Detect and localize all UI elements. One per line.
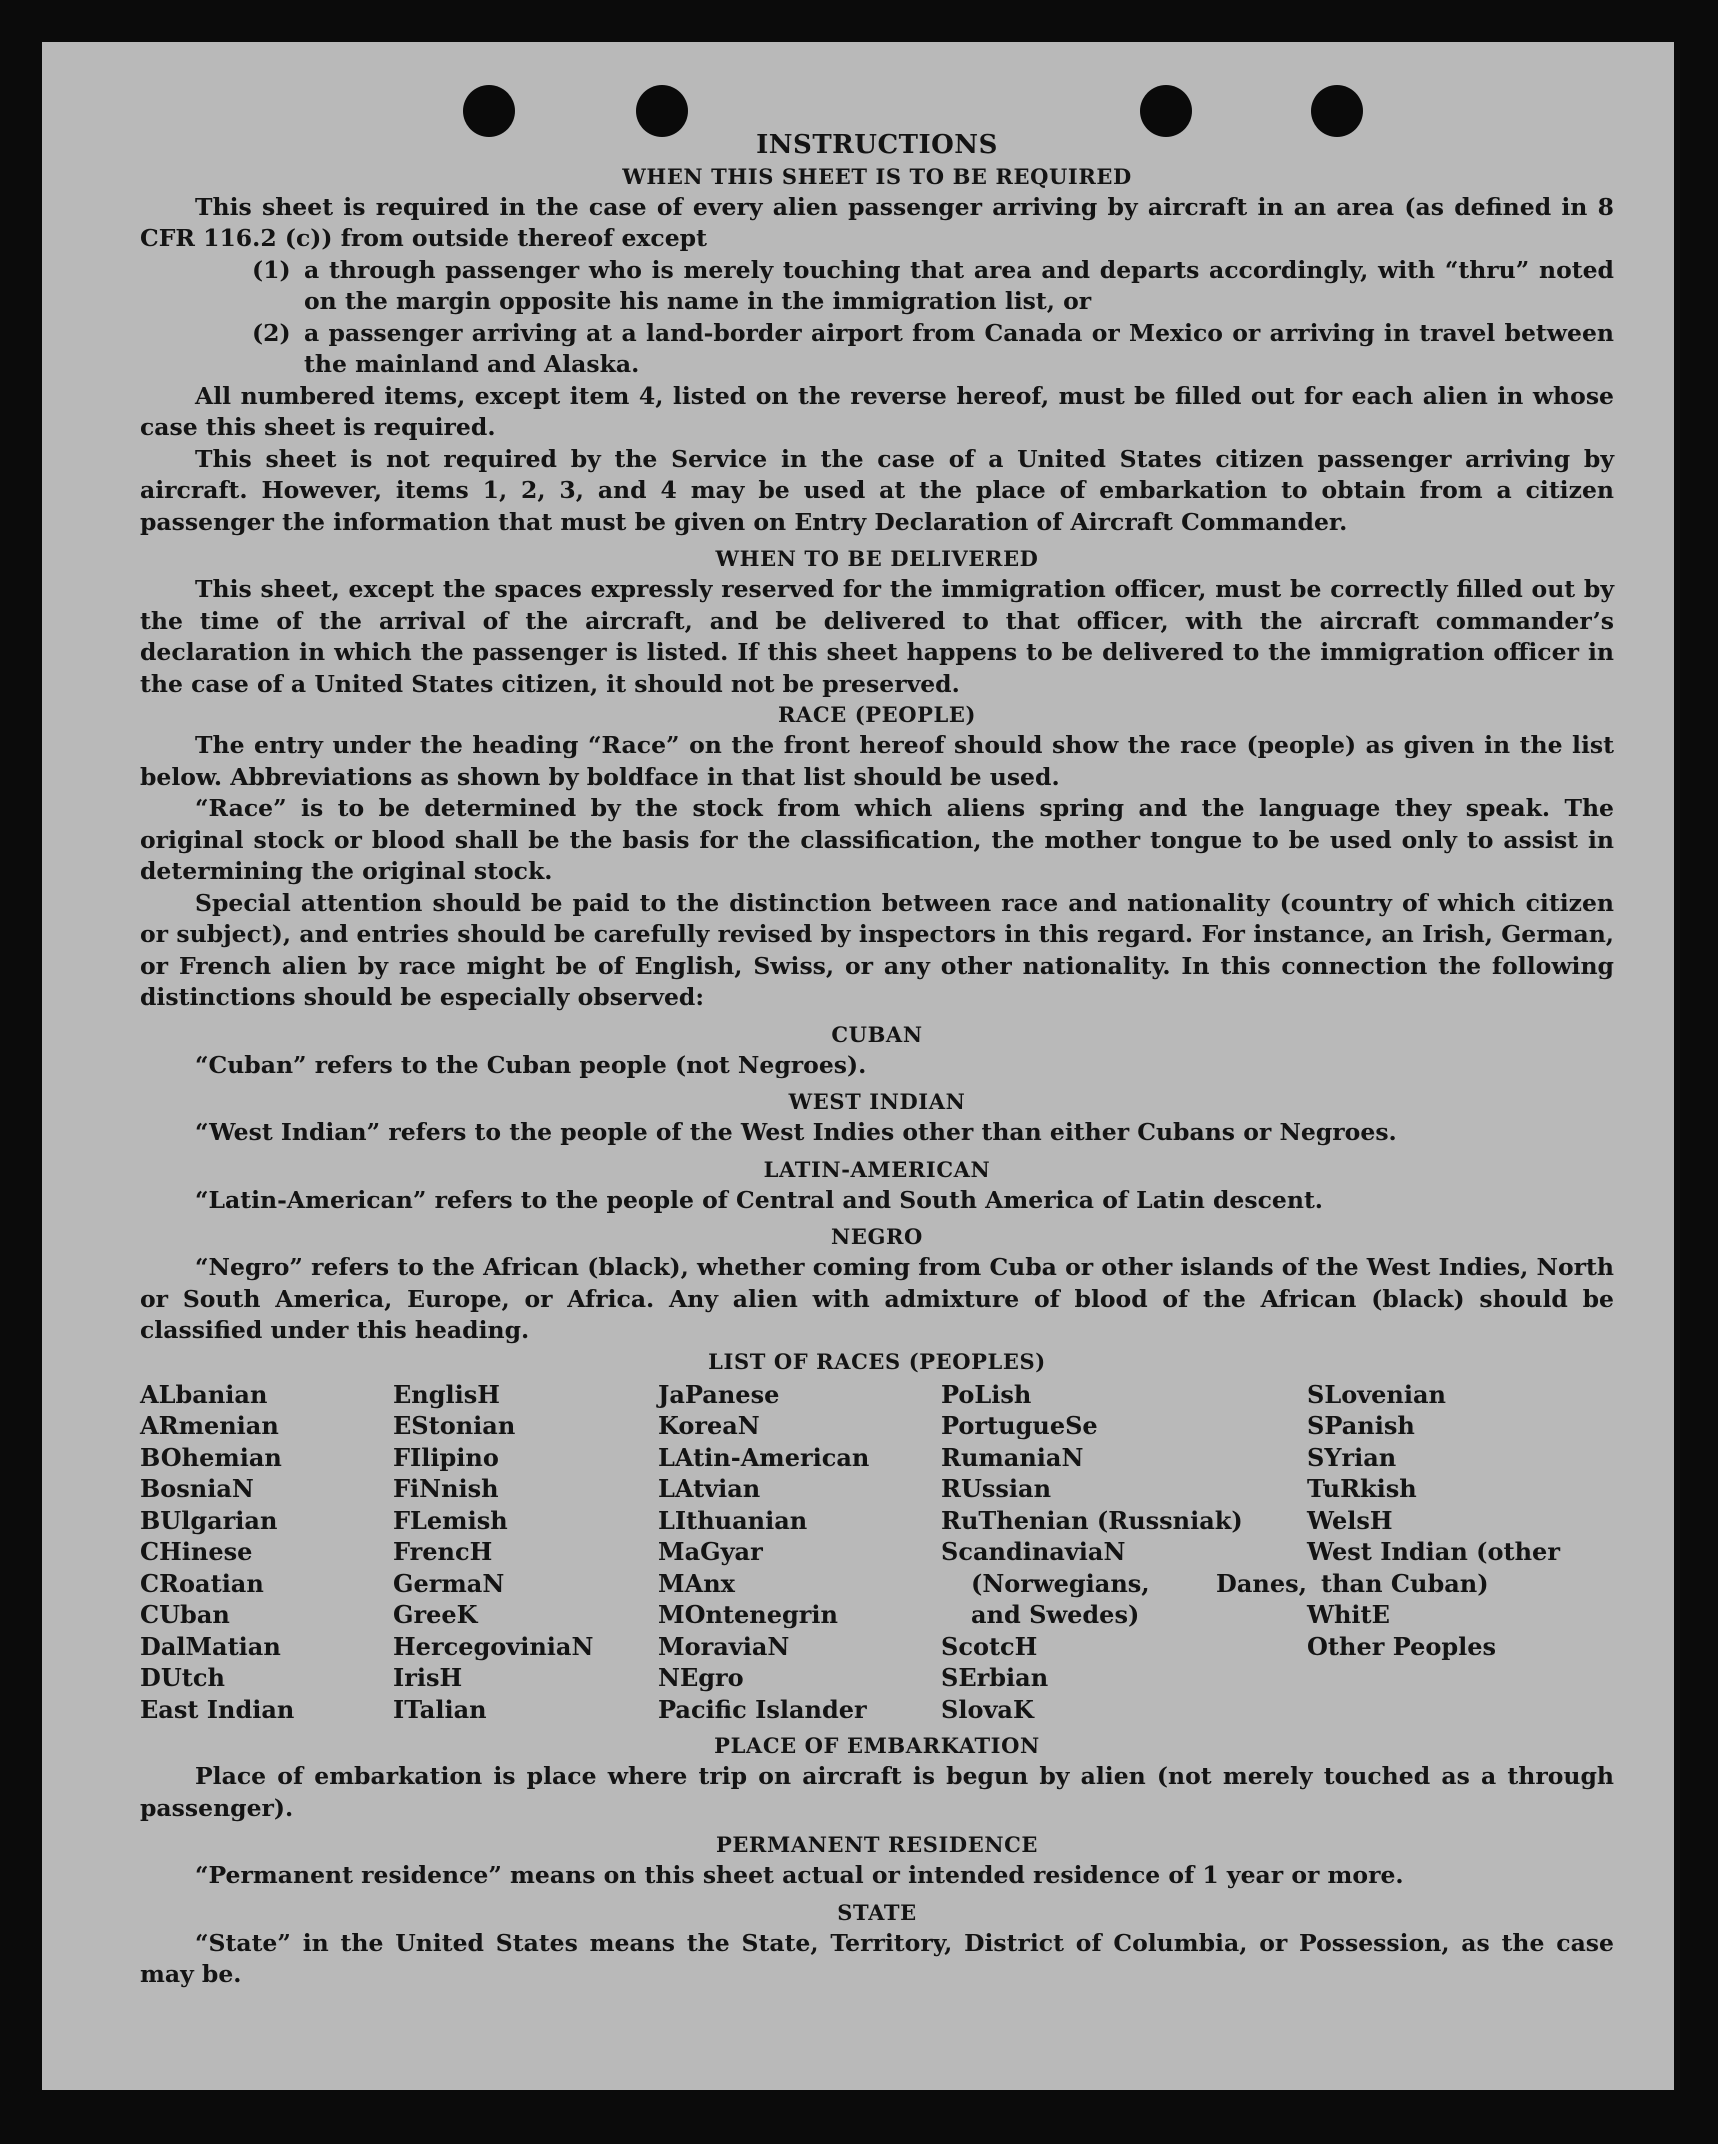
races-column xyxy=(1307,1379,1562,1726)
race-entry: BOhemian xyxy=(140,1442,282,1472)
race-entry: PoLish xyxy=(941,1379,1032,1409)
heading-when-delivered: WHEN TO BE DELIVERED xyxy=(715,546,1039,571)
races-column xyxy=(393,1379,658,1726)
cuban-text: “Cuban” refers to the Cuban people (not Negroes). xyxy=(195,1050,867,1079)
embarkation-text: Place of embarkation is place where trip on aircraft is begun by alien (not merely touched as a through passenger). xyxy=(140,1762,1614,1822)
race-entry: ScotcH xyxy=(941,1631,1038,1661)
race-entry: ALbanian xyxy=(140,1379,268,1409)
west-indian-text: “West Indian” refers to the people of the West Indies other than either Cubans or Negroes. xyxy=(195,1118,1397,1146)
race-entry: RuThenian (Russniak) xyxy=(941,1505,1243,1535)
race-entry: LAtvian xyxy=(658,1474,761,1503)
exception-item xyxy=(140,318,1614,381)
race-entry: DUtch xyxy=(140,1663,225,1692)
heading-negro: NEGRO xyxy=(831,1224,923,1249)
race-entry: MAnx xyxy=(658,1568,735,1598)
race-entry: ScandinaviaN (Norwegians, Danes, and Swedes) xyxy=(941,1537,1307,1629)
item-number: (2) xyxy=(252,318,291,347)
race-entry: ARmenian xyxy=(140,1411,279,1440)
item-text: a through passenger who is merely touching that area and departs accordingly, with “thru” noted on the margin opposite his name in the immigration list, or xyxy=(304,255,1614,315)
race-paragraph-3: Special attention should be paid to the distinction between race and nationality (country of which citizen or subject), and entries should be carefully revised by inspectors in this regard. For instance, an Irish, German, or French alien by race might be of English, Swiss, or any other nationality. In this connection the following distinctions should be especially observed: xyxy=(140,888,1614,1011)
heading-cuban: CUBAN xyxy=(831,1021,923,1047)
document-sheet xyxy=(42,42,1674,2090)
races-column xyxy=(658,1379,941,1726)
race-entry: SErbian xyxy=(941,1663,1049,1692)
race-entry: CHinese xyxy=(140,1537,253,1566)
citizen-paragraph: This sheet is not required by the Service in the case of a United States citizen passenger arriving by aircraft. However, items 1, 2, 3, and 4 may be used at the place of embarkation to obtain from a citizen passenger the information that must be given on Entry Declaration of Aircraft Commander. xyxy=(140,444,1614,536)
race-entry: LIthuanian xyxy=(658,1505,808,1535)
race-entry: RumaniaN xyxy=(941,1442,1084,1472)
race-paragraph-2: “Race” is to be determined by the stock from which aliens spring and the language they speak. The original stock or blood shall be the basis for the classification, the mother tongue to be used only to assist in determining the original stock. xyxy=(140,794,1614,885)
residence-text: “Permanent residence” means on this sheet actual or intended residence of 1 year or more. xyxy=(195,1861,1404,1889)
race-entry: FrencH xyxy=(393,1537,493,1566)
races-column xyxy=(140,1379,393,1726)
race-entry: West Indian (other than Cuban) xyxy=(1307,1537,1560,1598)
races-column xyxy=(941,1379,1307,1726)
heading-list-of-races: LIST OF RACES (PEOPLES) xyxy=(708,1348,1046,1374)
heading-state: STATE xyxy=(837,1899,917,1925)
races-list xyxy=(140,1379,1614,1726)
race-entry: BosniaN xyxy=(140,1474,254,1503)
state-text: “State” in the United States means the State, Territory, District of Columbia, or Possession, as the case may be. xyxy=(140,1928,1614,1988)
race-entry: SlovaK xyxy=(941,1694,1034,1724)
numbered-items-paragraph: All numbered items, except item 4, listed on the reverse hereof, must be filled out for each alien in whose case this sheet is required. xyxy=(140,381,1614,441)
race-entry: SLovenian xyxy=(1307,1379,1446,1409)
race-entry: MOntenegrin xyxy=(658,1600,838,1629)
race-entry: FLemish xyxy=(393,1505,508,1535)
negro-text: “Negro” refers to the African (black), whether coming from Cuba or other islands of the West Indies, North or South America, Europe, or Africa. Any alien with admixture of blood of the African (black) should be classified under this heading. xyxy=(140,1253,1614,1344)
race-entry: RUssian xyxy=(941,1474,1052,1503)
when-required-intro: This sheet is required in the case of every alien passenger arriving by aircraft in an area (as defined in 8 CFR 116.2 (c)) from outside thereof except xyxy=(140,192,1614,252)
heading-residence: PERMANENT RESIDENCE xyxy=(715,1832,1039,1857)
race-entry: Other Peoples xyxy=(1307,1631,1497,1661)
race-entry: IrisH xyxy=(393,1663,463,1692)
race-entry: PortugueSe xyxy=(941,1411,1098,1440)
race-entry: DalMatian xyxy=(140,1631,281,1661)
race-entry: WhitE xyxy=(1307,1600,1390,1629)
race-entry: CUban xyxy=(140,1600,230,1629)
race-entry: EStonian xyxy=(393,1411,516,1440)
race-entry: FIlipino xyxy=(393,1442,499,1472)
race-entry: Pacific Islander xyxy=(658,1694,867,1724)
race-entry: SPanish xyxy=(1307,1411,1415,1440)
instructions-content xyxy=(140,130,1614,1991)
heading-when-required: WHEN THIS SHEET IS TO BE REQUIRED xyxy=(622,163,1132,189)
race-entry: WelsH xyxy=(1307,1505,1393,1535)
latin-american-text: “Latin-American” refers to the people of Central and South America of Latin descent. xyxy=(195,1185,1323,1214)
heading-race: RACE (PEOPLE) xyxy=(777,702,977,727)
race-entry: TuRkish xyxy=(1307,1474,1417,1503)
item-text: a passenger arriving at a land-border airport from Canada or Mexico or arriving in travel between the mainland and Alaska. xyxy=(304,318,1614,378)
race-entry: MaGyar xyxy=(658,1537,763,1566)
race-entry: GreeK xyxy=(393,1600,478,1629)
race-entry: HercegoviniaN xyxy=(393,1631,594,1661)
race-entry: JaPanese xyxy=(658,1379,780,1409)
race-entry: NEgro xyxy=(658,1663,744,1692)
race-entry: SYrian xyxy=(1307,1442,1397,1472)
race-entry: LAtin-American xyxy=(658,1442,870,1472)
race-paragraph-1: The entry under the heading “Race” on the front hereof should show the race (people) as given in the list below. Abbreviations as shown by boldface in that list should be used. xyxy=(140,731,1614,791)
heading-embarkation: PLACE OF EMBARKATION xyxy=(714,1733,1040,1758)
race-entry: ITalian xyxy=(393,1694,487,1724)
item-number: (1) xyxy=(252,255,291,284)
when-delivered-text: This sheet, except the spaces expressly reserved for the immigration officer, must be correctly filled out by the time of the arrival of the aircraft, and be delivered to that officer, with the aircraft commander’s declaration in which the passenger is listed. If this sheet happens to be delivered to the immigration officer in the case of a United States citizen, it should not be preserved. xyxy=(140,575,1614,698)
race-entry: MoraviaN xyxy=(658,1631,790,1661)
race-entry: East Indian xyxy=(140,1694,295,1724)
race-entry: EnglisH xyxy=(393,1379,500,1409)
race-entry: GermaN xyxy=(393,1568,505,1598)
heading-latin-american: LATIN-AMERICAN xyxy=(763,1156,991,1182)
race-entry: CRoatian xyxy=(140,1568,264,1598)
exception-item xyxy=(140,255,1614,318)
page-title: INSTRUCTIONS xyxy=(756,130,998,160)
heading-west-indian: WEST INDIAN xyxy=(788,1089,966,1114)
race-entry: KoreaN xyxy=(658,1411,760,1440)
race-entry: BUlgarian xyxy=(140,1505,278,1535)
race-entry: FiNnish xyxy=(393,1474,499,1503)
